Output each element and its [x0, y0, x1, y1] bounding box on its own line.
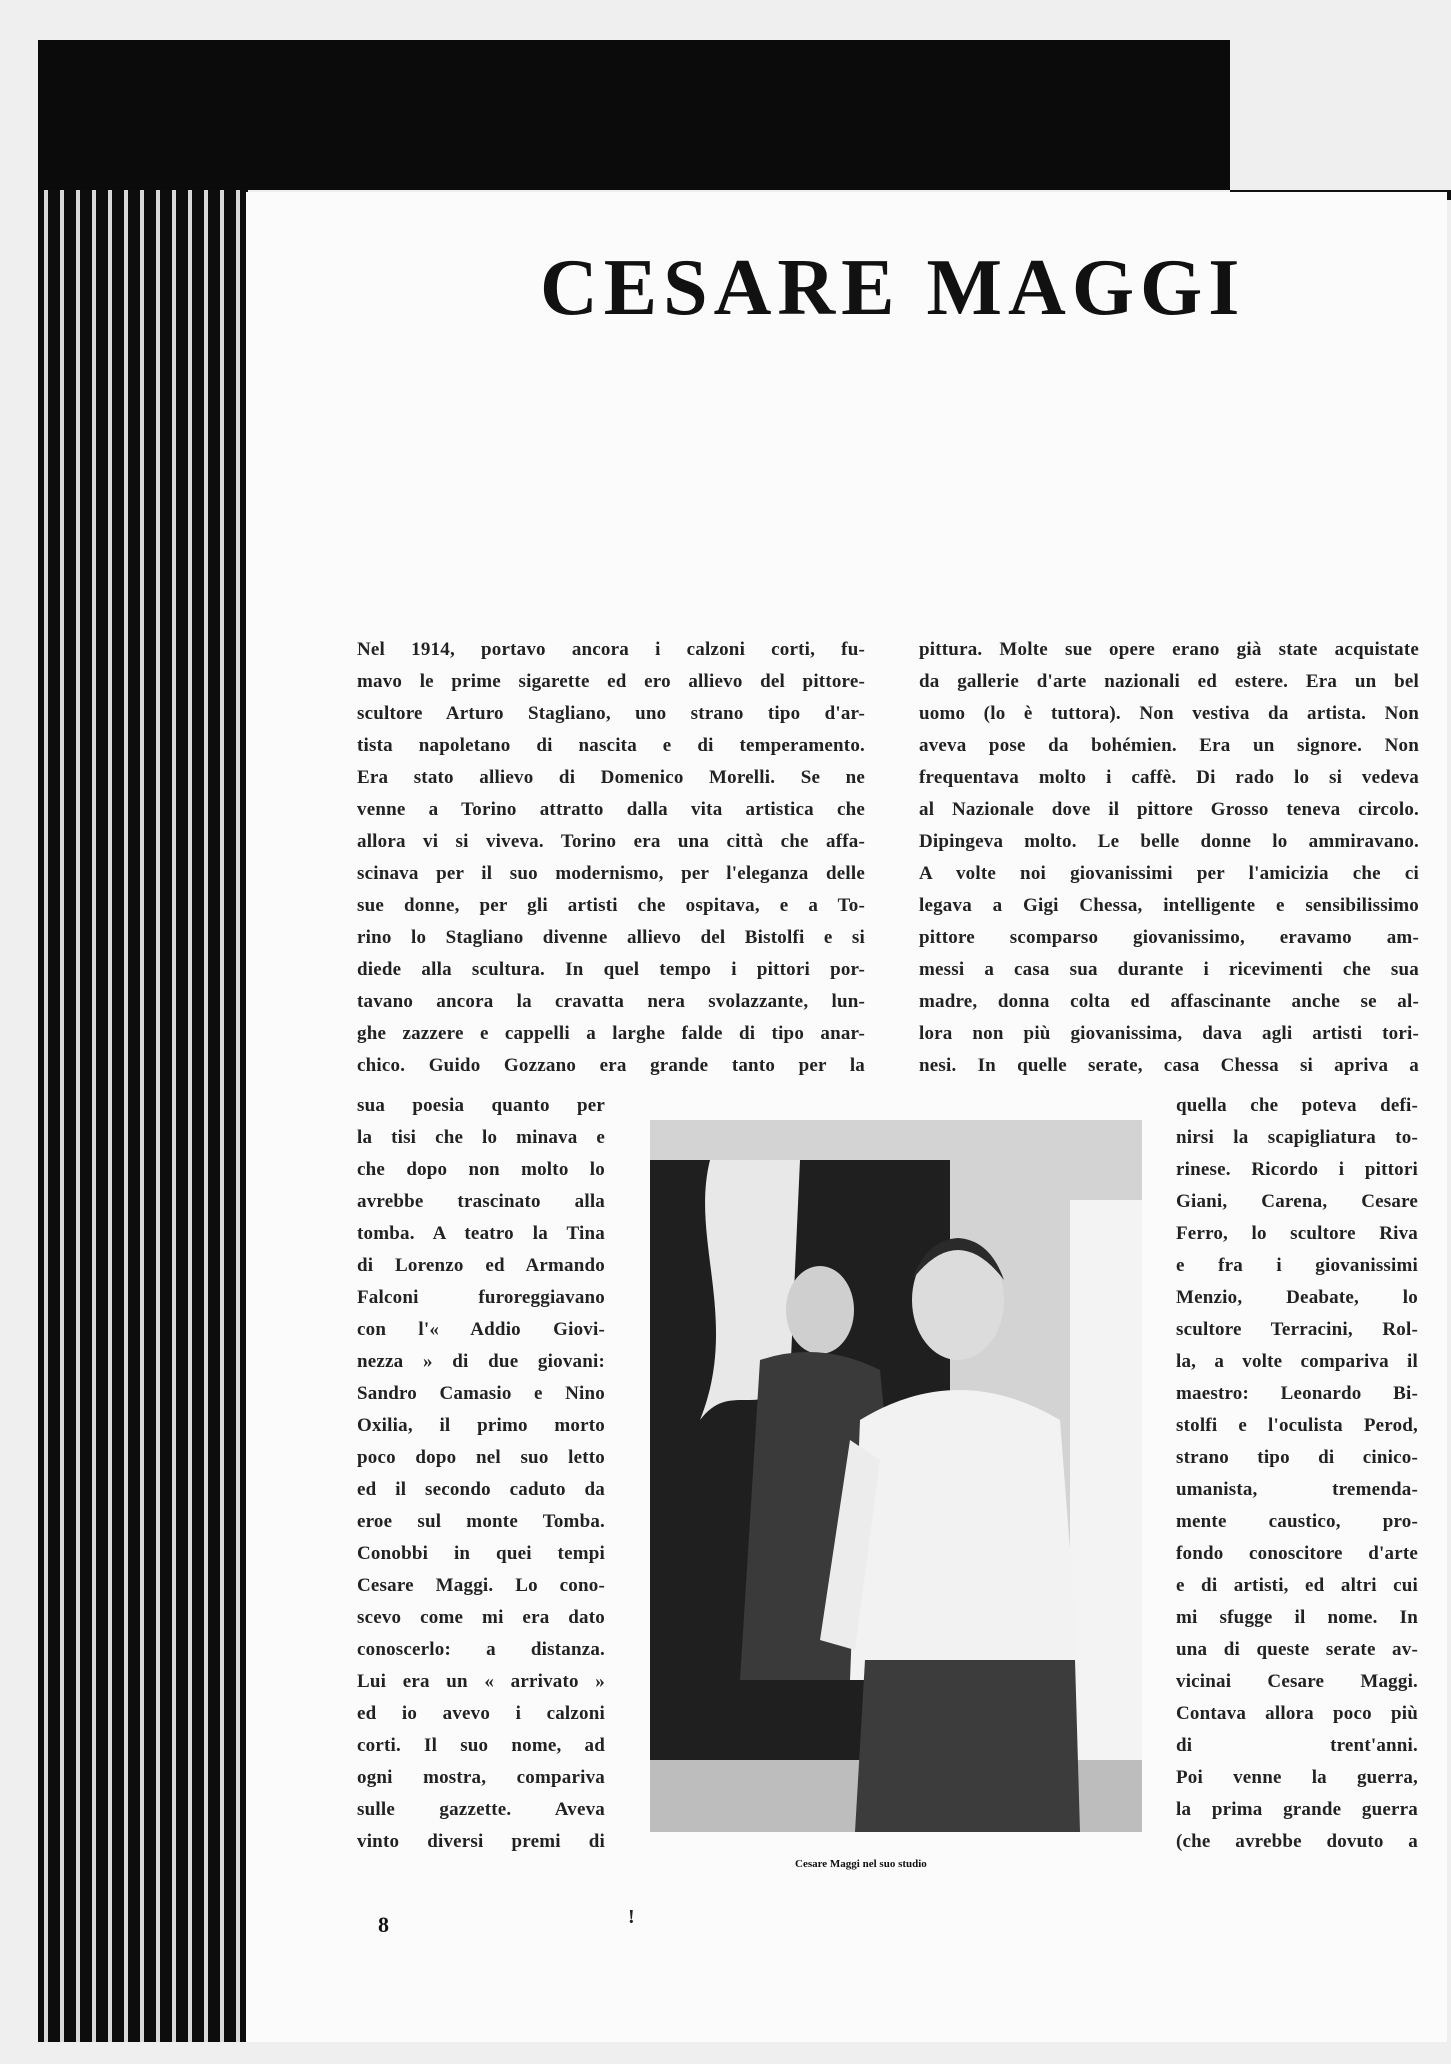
text-line: madre, donna colta ed affascinante anche se al-	[919, 991, 1419, 1012]
photo-man-trousers	[855, 1660, 1080, 1832]
text-line: Nel 1914, portavo ancora i calzoni corti, fu-	[357, 639, 865, 660]
photo-man-shirt	[850, 1390, 1080, 1680]
photo-canvas-edge	[1070, 1200, 1142, 1760]
column-left-top	[357, 634, 865, 1082]
text-line: tomba. A teatro la Tina	[357, 1223, 605, 1244]
text-line: corti. Il suo nome, ad	[357, 1735, 605, 1756]
page-number: 8	[378, 1912, 389, 1937]
text-line: la tisi che lo minava e	[357, 1127, 605, 1148]
text-line: conoscerlo: a distanza.	[357, 1639, 605, 1660]
text-line: Dipingeva molto. Le belle donne lo ammiravano.	[919, 831, 1419, 852]
page-edge-line	[172, 190, 176, 2042]
text-line: messi a casa sua durante i ricevimenti che sua	[919, 959, 1419, 980]
text-line: nirsi la scapigliatura to-	[1176, 1127, 1418, 1148]
text-line: pittura. Molte sue opere erano già state acquistate	[919, 639, 1419, 660]
photo-caption: Cesare Maggi nel suo studio	[795, 1858, 927, 1870]
text-line: scultore Terracini, Rol-	[1176, 1319, 1418, 1340]
page-edge-line	[188, 190, 192, 2042]
text-line: nezza » di due giovani:	[357, 1351, 605, 1372]
text-line: Era stato allievo di Domenico Morelli. Se ne	[357, 767, 865, 788]
text-line: Sandro Camasio e Nino	[357, 1383, 605, 1404]
article-title: CESARE MAGGI	[540, 244, 1246, 332]
text-line: Menzio, Deabate, lo	[1176, 1287, 1418, 1308]
text-line: mi sfugge il nome. In	[1176, 1607, 1418, 1628]
text-line: Cesare Maggi. Lo cono-	[357, 1575, 605, 1596]
text-line: scultore Arturo Stagliano, uno strano tipo d'ar-	[357, 703, 865, 724]
text-line: sua poesia quanto per	[357, 1095, 605, 1116]
text-line: fondo conoscitore d'arte	[1176, 1543, 1418, 1564]
text-line: e fra i giovanissimi	[1176, 1255, 1418, 1276]
photo-cesare-maggi-studio	[650, 1120, 1142, 1832]
text-line: ghe zazzere e cappelli a larghe falde di tipo anar-	[357, 1023, 865, 1044]
text-line: di Lorenzo ed Armando	[357, 1255, 605, 1276]
text-line: Ferro, lo scultore Riva	[1176, 1223, 1418, 1244]
text-line: A volte noi giovanissimi per l'amicizia che ci	[919, 863, 1419, 884]
text-line: (che avrebbe dovuto a	[1176, 1831, 1418, 1852]
margin-mark: !	[628, 1906, 635, 1928]
text-line: diede alla scultura. In quel tempo i pittori por-	[357, 959, 865, 980]
text-line: che dopo non molto lo	[357, 1159, 605, 1180]
stacked-page-edges	[38, 190, 248, 2042]
text-line: scinava per il suo modernismo, per l'eleganza delle	[357, 863, 865, 884]
text-line: frequentava molto i caffè. Di rado lo si vedeva	[919, 767, 1419, 788]
text-line: vinto diversi premi di	[357, 1831, 605, 1852]
text-line: aveva pose da bohémien. Era un signore. Non	[919, 735, 1419, 756]
text-line: umanista, tremenda-	[1176, 1479, 1418, 1500]
text-line: avrebbe trascinato alla	[357, 1191, 605, 1212]
text-line: una di queste serate av-	[1176, 1639, 1418, 1660]
page-edge-line	[236, 190, 240, 2042]
text-line: con l'« Addio Giovi-	[357, 1319, 605, 1340]
text-line: Contava allora poco più	[1176, 1703, 1418, 1724]
text-line: chico. Guido Gozzano era grande tanto per la	[357, 1055, 865, 1076]
text-line: Lui era un « arrivato »	[357, 1671, 605, 1692]
text-line: ed il secondo caduto da	[357, 1479, 605, 1500]
text-line: Poi venne la guerra,	[1176, 1767, 1418, 1788]
text-line: e di artisti, ed altri cui	[1176, 1575, 1418, 1596]
text-line: rinese. Ricordo i pittori	[1176, 1159, 1418, 1180]
page-edge-line	[204, 190, 208, 2042]
text-line: la prima grande guerra	[1176, 1799, 1418, 1820]
text-line: stolfi e l'oculista Perod,	[1176, 1415, 1418, 1436]
text-line: Falconi furoreggiavano	[357, 1287, 605, 1308]
text-line: tista napoletano di nascita e di temperamento.	[357, 735, 865, 756]
text-line: scevo come mi era dato	[357, 1607, 605, 1628]
text-line: vicinai Cesare Maggi.	[1176, 1671, 1418, 1692]
page-edge-line	[140, 190, 144, 2042]
text-line: di trent'anni.	[1176, 1735, 1418, 1756]
text-line: al Nazionale dove il pittore Grosso teneva circolo.	[919, 799, 1419, 820]
black-top-band	[38, 40, 1230, 190]
photo-woman-head	[786, 1266, 854, 1354]
text-line: tavano ancora la cravatta nera svolazzante, lun-	[357, 991, 865, 1012]
text-line: allora vi si viveva. Torino era una città che affa-	[357, 831, 865, 852]
page-edge-line	[220, 190, 224, 2042]
column-right-top	[919, 634, 1419, 1082]
text-line: sue donne, per gli artisti che ospitava, e a To-	[357, 895, 865, 916]
column-right-bottom	[1176, 1090, 1418, 1858]
text-line: mavo le prime sigarette ed ero allievo del pittore-	[357, 671, 865, 692]
text-line: maestro: Leonardo Bi-	[1176, 1383, 1418, 1404]
text-line: pittore scomparso giovanissimo, eravamo am-	[919, 927, 1419, 948]
text-line: da gallerie d'arte nazionali ed estere. Era un bel	[919, 671, 1419, 692]
text-line: poco dopo nel suo letto	[357, 1447, 605, 1468]
text-line: uomo (lo è tuttora). Non vestiva da artista. Non	[919, 703, 1419, 724]
text-line: strano tipo di cinico-	[1176, 1447, 1418, 1468]
page-edge-line	[156, 190, 160, 2042]
text-line: Oxilia, il primo morto	[357, 1415, 605, 1436]
text-line: legava a Gigi Chessa, intelligente e sensibilissimo	[919, 895, 1419, 916]
page-edge-line	[44, 190, 48, 2042]
text-line: Conobbi in quei tempi	[357, 1543, 605, 1564]
page-edge-line	[76, 190, 80, 2042]
page-edge-line	[92, 190, 96, 2042]
text-line: sulle gazzette. Aveva	[357, 1799, 605, 1820]
text-line: Giani, Carena, Cesare	[1176, 1191, 1418, 1212]
text-line: venne a Torino attratto dalla vita artistica che	[357, 799, 865, 820]
text-line: rino lo Stagliano divenne allievo del Bistolfi e si	[357, 927, 865, 948]
text-line: la, a volte compariva il	[1176, 1351, 1418, 1372]
text-line: eroe sul monte Tomba.	[357, 1511, 605, 1532]
text-line: lora non più giovanissima, dava agli artisti tori-	[919, 1023, 1419, 1044]
column-left-bottom	[357, 1090, 605, 1858]
page-edge-line	[124, 190, 128, 2042]
page-edge-line	[60, 190, 64, 2042]
text-line: ogni mostra, compariva	[357, 1767, 605, 1788]
text-line: quella che poteva defi-	[1176, 1095, 1418, 1116]
text-line: nesi. In quelle serate, casa Chessa si apriva a	[919, 1055, 1419, 1076]
text-line: mente caustico, pro-	[1176, 1511, 1418, 1532]
text-line: ed io avevo i calzoni	[357, 1703, 605, 1724]
page-edge-line	[108, 190, 112, 2042]
